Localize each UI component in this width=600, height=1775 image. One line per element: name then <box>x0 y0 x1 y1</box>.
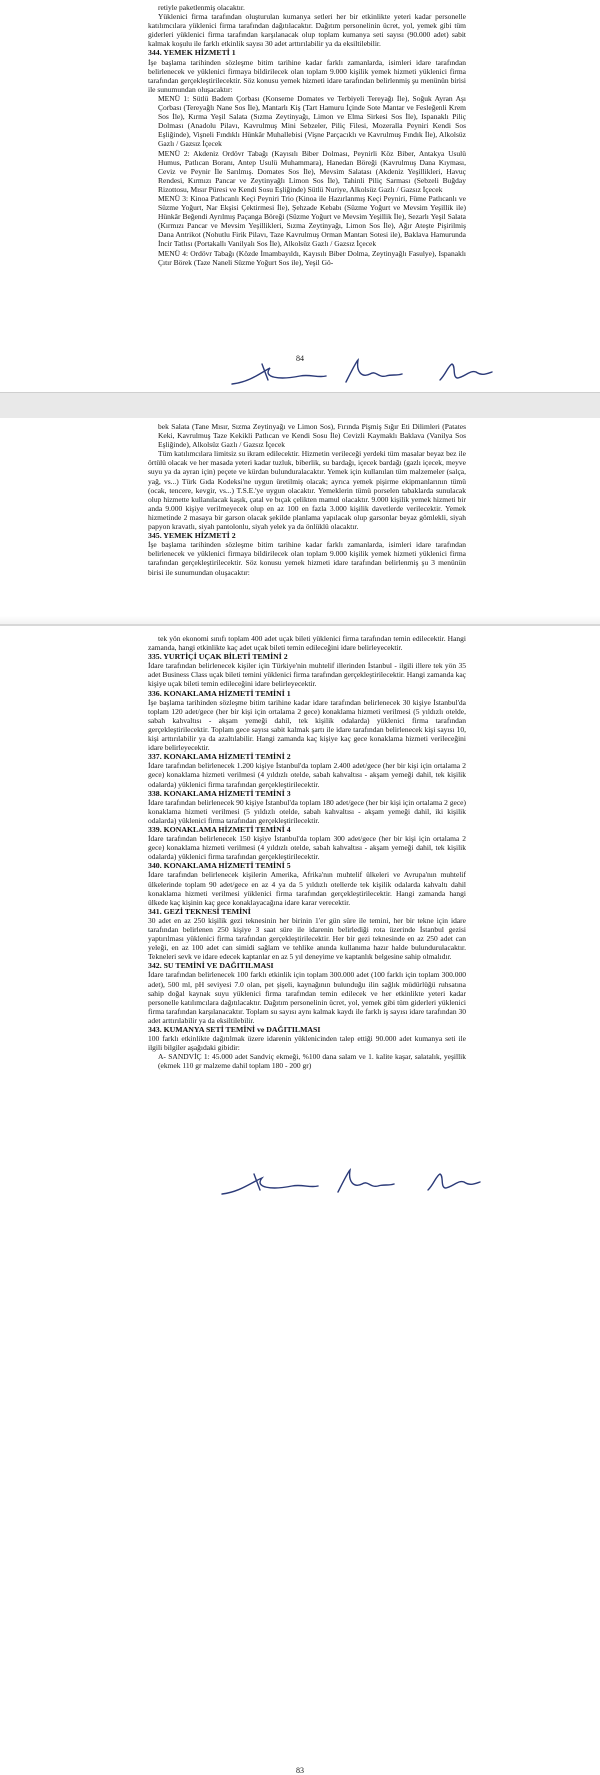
signature-3 <box>440 364 492 380</box>
paragraph: İdare tarafından belirlenecek 150 kişiye İstanbul'da toplam 300 adet/gece (her bir kişi için ortalama 2 gece) konaklama hizmeti verilmesi (4 yıldızlı otelde, sabah kahvaltısı - akşam yemeği dahil, tek kişilik odalarda) yüklenici firma tarafından gerçekleştirilecektir. <box>148 834 466 862</box>
document-page-83 <box>0 626 600 1775</box>
section-heading-341: 341. GEZİ TEKNESİ TEMİNİ <box>148 906 251 916</box>
paragraph: İdare tarafından belirlenecek 100 farklı etkinlik için toplam 300.000 adet (100 farklı için toplam 300.000 adet), 500 ml, pH seviyesi 7.0 olan, pet şişeli, kaynağının bulunduğu ilin sağlık müdürlüğü ruhsatına sahip doğal kaynak suyu yüklenici firma tarafından temin edilecek ve her etkinlikte yeteri kadar personelle katılımcılara dağıtılacaktır. Dağıtım personelinin ücret, yol, yemek gibi tüm giderleri yüklenici firma tarafından karşılanacaktır. Toplam su sayısı aynı kalmak kaydı ile farklı iş sayısı idare tarafından 30 adet arttırılabilir ya da eksiltilebilir. <box>148 970 466 1025</box>
paragraph: İşe başlama tarihinden sözleşme bitim tarihine kadar farklı zamanlarda, isimleri idare tarafından belirlenecek ve yüklenici firmaya bildirilecek olan toplam 9.000 kişilik yemek hizmeti yüklenici firma tarafından gerçekleştirilecektir. Söz konusu yemek hizmeti idare tarafından belirlenmiş şu 3 menünün birisi ile sunumundan oluşacaktır: <box>148 540 466 577</box>
section-heading-340: 340. KONAKLAMA HİZMETİ TEMİNİ 5 <box>148 861 291 871</box>
signature-1 <box>222 1178 318 1194</box>
paragraph: 30 adet en az 250 kişilik gezi teknesinin her birinin 1'er gün süre ile temini, her bir tekne için idare tarafından belirlenen 250 kişiye 3 saat süre ile idarenin belirlediği rota üzerinde İstanbul gezisi yaptırılması yüklenici firma tarafından gerçekleştirilecektir. Her bir gezi teknesinde en az 250 adet can yeleği, en az 100 adet can simidi sağlam ve tehlike anında kullanıma hazır halde bulundurulacaktır. Tekneleri sevk ve idare edecek kaptanlar en az 5 yıl deneyime ve kaptanlık belgesine sahip olmalıdır. <box>148 915 466 962</box>
document-page-84 <box>0 0 600 392</box>
signature-2 <box>338 1170 394 1192</box>
menu-item-2: MENÜ 2: Akdeniz Ordövr Tabağı (Kayısılı Biber Dolması, Peynirli Köz Biber, Antakya Usulü Humus, Patlıcan Boranı, Antep Usulü Muhammara), Hanedan Böreği (Kavrulmuş Dana Kıyması, Ceviz ve Peynir İle Sarılmış. Domates Sos İle), Mevsim Salatası (Akdeniz Yeşillikleri, Havuç Rendesi, Kırmızı Pancar ve Zeytinyağlı Limon Sos İle), Tahinli Piliç Sarması (Sebzeli Buğday Rizottosu, Mısır Püresi ve Kendi Sosu Eşliğinde) Sütlü Nuriye, Alkolsüz Gazlı / Gazsız İçecek <box>158 148 466 194</box>
menu-item-4-continued: bek Salata (Tane Mısır, Sızma Zeytinyağı ve Limon Sos), Fırında Pişmiş Sığır Eti Dilimleri (Patates Keki, Kavrulmuş Taze Kekikli Patlıcan ve Kendi Sosu İle) Cevizli Kaymaklı Baklava (Vanilya Sos Eşliğinde), Alkolsüz Gazlı / Gazsız İçecek <box>158 422 466 450</box>
menu-item-4: MENÜ 4: Ordövr Tabağı (Közde İmambayıldı, Kayısılı Biber Dolma, Zeytinyağlı Fasulye), Ispanaklı Çıtır Börek (Taze Naneli Süzme Yoğurt Sos ile), Yeşil Gö- <box>158 248 466 267</box>
section-heading-342: 342. SU TEMİNİ VE DAĞITILMASI <box>148 961 274 971</box>
page-cut-edge <box>0 616 600 624</box>
section-heading-336: 336. KONAKLAMA HİZMETİ TEMİNİ 1 <box>148 688 291 698</box>
signature-1 <box>232 368 326 384</box>
paragraph: İdare tarafından belirlenecek kişilerin Amerika, Afrika'nın muhtelif ülkeleri ve Avrupa'nın muhtelif ülkelerinde toplam 90 adet/gece en az 4 ya da 5 yıldızlı otellerde tek kişilik odalarda kahvaltı dahil konaklama hizmeti verilmesi yüklenici firma tarafından gerçekleştirilecektir. Hangi zamanda hangi ülkede kaç kişinin kaç gece konaklayacağına idare karar verecektir. <box>148 870 466 907</box>
section-heading-338: 338. KONAKLAMA HİZMETİ TEMİNİ 3 <box>148 788 291 798</box>
section-heading-344: 344. YEMEK HİZMETİ 1 <box>148 48 236 58</box>
paragraph: Yüklenici firma tarafından oluşturulan kumanya setleri her bir etkinlikte yeteri kadar personelle katılımcılara yüklenici firma tarafından dağıtılacaktır. Dağıtım personelinin ücret, yol, yemek gibi tüm giderleri yüklenici firma tarafından karşılanacak olup toplam kumanya seti sayısı (90.000 adet) sabit kalmak koşulu ile farklı etkinlik sayısı 30 adet arttırılabilir ya da eksiltilebilir. <box>148 12 466 49</box>
signature-2 <box>346 360 402 382</box>
section-heading-337: 337. KONAKLAMA HİZMETİ TEMİNİ 2 <box>148 752 291 762</box>
paragraph: İşe başlama tarihinden sözleşme bitim tarihine kadar farklı zamanlarda, isimleri idare tarafından belirlenecek ve yüklenici firmaya bildirilecek olan toplam 9.000 kişilik yemek hizmeti yüklenici firma tarafından gerçekleştirilecektir. Söz konusu yemek hizmeti idare tarafından belirlenmiş şu menünün birisi ile sunumundan oluşacaktır: <box>148 57 466 94</box>
page-85-text-column <box>148 422 466 577</box>
menu-item-1: MENÜ 1: Sütlü Badem Çorbası (Konseme Domates ve Terbiyeli Tereyağı İle), Soğuk Ayran Aşı Çorbası (Tereyağlı Nane Sos İle), Mantarlı Kiş (Tart Hamuru İçinde Sote Mantar ve Fesleğenli Krem Sos İle), Kırma Yeşil Salata (Sızma Zeytinyağı, Limon ve Elma Sirkesi Sos İle), Ispanaklı Piliç Dolması (Anadolu Pilavı, Kavrulmuş Mini Sebzeler, Piliç Filesi, Mozeralla Peyniri Kendi Sos Eşliğinde), Vişneli Fındıklı Hünkâr Muhallebisi (Vişne Parçacıklı ve Kavrulmuş Fındık İle), Alkolsüz Gazlı / Gazsız İçecek <box>158 93 466 149</box>
paragraph: 100 farklı etkinlikte dağıtılmak üzere idarenin yüklenicinden talep ettiği 90.000 adet kumanya seti ile ilgili bilgiler aşağıdaki gibidir: <box>148 1034 466 1053</box>
paragraph: retiyle paketlenmiş olacaktır. <box>158 3 245 12</box>
paragraph: İdare tarafından belirlenecek kişiler için Türkiye'nin muhtelif illerinden İstanbul - ilgili illere tek yön 35 adet Business Class uçak bileti temini yüklenici firma tarafından gerçekleştirilecektir. Hangi zamanda kaç kişiye uçak bileti temin edileceğini idare belirleyecektir. <box>148 661 466 689</box>
signatures <box>0 1164 600 1204</box>
paragraph: İşe başlama tarihinden sözleşme bitim tarihine kadar idare tarafından belirlenecek 30 kişiye İstanbul'da toplam 120 adet/gece (her bir kişi için ortalama 2 gece) konaklama hizmeti verilmesi (5 yıldızlı otelde, sabah kahvaltısı - akşam yemeği dahil, tek kişilik odalarda) yüklenici firma tarafından gerçekleştirilecektir. Toplam gece sayısı sabit kalmak şartı ile idare tarafından belirlenecek kişi sayısı 10, kişi arttırılabilir ya da azaltılabilir. Hangi zamanda kaç kişiye kaç gece konaklama hizmeti verileceğini idare belirleyecektir. <box>148 697 466 753</box>
section-heading-345: 345. YEMEK HİZMETİ 2 <box>148 531 236 541</box>
page-number: 84 <box>296 354 304 363</box>
paragraph: tek yön ekonomi sınıfı toplam 400 adet uçak bileti yüklenici firma tarafından temin edilecektir. Hangi zamanda, hangi etkinlikte kaç adet uçak bileti temin edileceğini idare belirleyecektir. <box>148 634 466 653</box>
signature-3 <box>428 1174 480 1190</box>
page-84-text-column <box>148 3 466 267</box>
signatures <box>0 352 600 392</box>
paragraph: Tüm katılımcılara limitsiz su ikram edilecektir. Hizmetin verileceği yerdeki tüm masalar beyaz bez ile örtülü olacak ve her masada yeteri kadar tuzluk, biberlik, su bardağı, içecek bardağı (gazlı içecek, meyve suyu ya da ayran için) peçete ve kürdan bulunduralacaktır. Yemek için kullanılan tüm malzemeler (salça, yağ, vs...) Türk Gıda Kodeksi'ne uygun üretilmiş olacak; ayrıca yemek pişirme ekipmanlarının tümü (ocak, tencere, kevgir, vs...) T.S.E.'ye uygun olacaktır. Yemeklerin tümü porselen tabaklarda sunulacak olup hizmette kullanılacak kaşık, çatal ve bıçak çelikten mamul olacaktır. 9.000 kişilik yemek hizmeti bir anda 9.000 kişiye verilmeyecek olup en az 100 en fazla 3.000 kişilik davetlerde verilecektir. Yemek hizmetinde 2 masaya bir garson olacak şekilde planlama yapılacak olup garsonlar beyaz gömlekli, siyah papyon kravatlı, siyah pantolonlu, siyah yelek ya da önlüklü olacaktır. <box>148 449 466 532</box>
page-number: 83 <box>296 1766 304 1775</box>
document-page-85 <box>0 418 600 624</box>
menu-item-3: MENÜ 3: Kinoa Patlıcanlı Keçi Peyniri Trio (Kinoa ile Hazırlanmış Keçi Peyniri, Füme Patlıcanlı ve Süzme Yoğurt, Nar Ekşisi Çektirmesi İle), Şehzade Kebabı (Süzme Yoğurt ve Mevsim Yeşillik ile) Hünkâr Beğendi Ayrılmış Paçanga Böreği (Süzme Yoğurt ve Mevsim Yeşillik İle), Sezarlı Yeşil Salata (Kırmızı Pancar ve Mevsim Yeşillikleri, Sızma Zeytinyağı, Limon Sos İle), Ağır Ateşte Pişirilmiş Dana Antrikot (Nohutlu Firik Pilavı, Taze Kavrulmuş Orman Mantarı Sotesi ile), Baklava Hamurunda İncir Tatlısı (Portakallı Vanilyalı Sos İle), Alkolsüz Gazlı / Gazsız İçecek <box>158 193 466 249</box>
section-heading-343: 343. KUMANYA SETİ TEMİNİ ve DAĞITILMASI <box>148 1025 321 1035</box>
list-item-a: A- SANDVİÇ 1: 45.000 adet Sandviç ekmeği, %100 dana salam ve 1. kalite kaşar, salatalık, yeşillik (ekmek 110 gr malzeme dahil toplam 180 - 200 gr) <box>158 1052 466 1071</box>
page-separator <box>0 392 600 420</box>
section-heading-339: 339. KONAKLAMA HİZMETİ TEMİNİ 4 <box>148 824 291 834</box>
section-heading-335: 335. YURTİÇİ UÇAK BİLETİ TEMİNİ 2 <box>148 652 288 662</box>
paragraph: İdare tarafından belirlenecek 1.200 kişiye İstanbul'da toplam 2.400 adet/gece (her bir kişi için ortalama 2 gece) konaklama hizmeti verilmesi (4 yıldızlı otelde, sabah kahvaltısı - akşam yemeği dahil, tek kişilik odalarda) yüklenici firma tarafından gerçekleştirilecektir. <box>148 761 466 789</box>
page-83-text-column <box>148 634 466 1071</box>
paragraph: İdare tarafından belirlenecek 90 kişiye İstanbul'da toplam 180 adet/gece (her bir kişi için ortalama 2 gece) konaklama hizmeti verilmesi (5 yıldızlı otelde, sabah kahvaltısı - akşam yemeği dahil, iki kişilik odalarda) yüklenici firma tarafından gerçekleştirilecektir. <box>148 797 466 825</box>
